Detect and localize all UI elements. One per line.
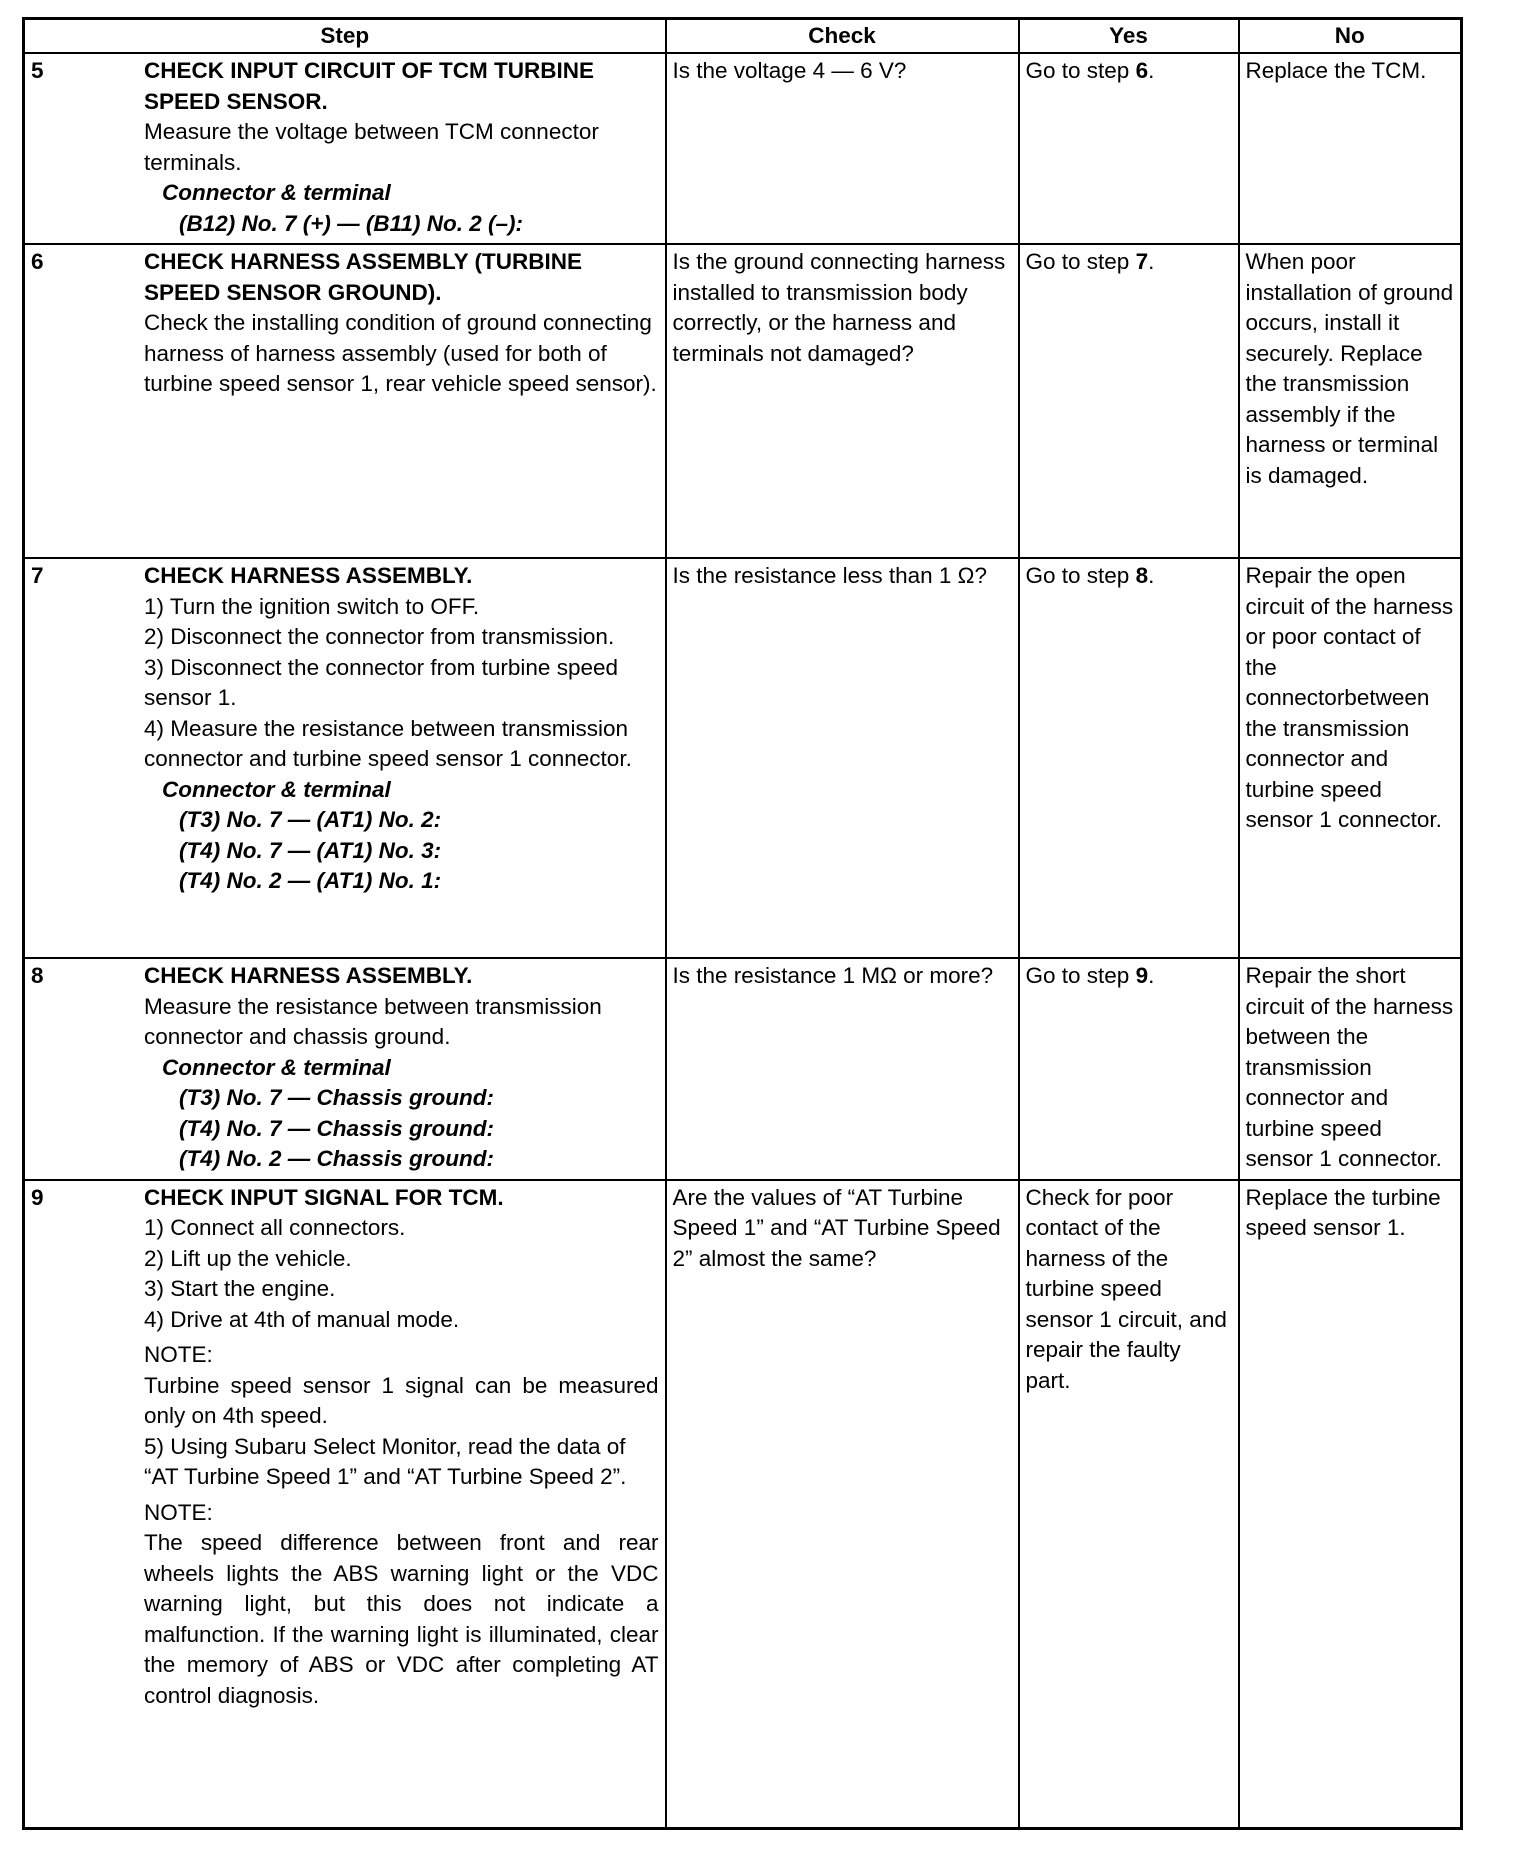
yes-cell: Check for poor contact of the harness of the turbine speed sensor 1 circuit, and repair the faulty part. bbox=[1019, 1180, 1239, 1829]
list-item: 3) Disconnect the connector from turbine speed sensor 1. bbox=[144, 654, 619, 710]
step-title: CHECK INPUT CIRCUIT OF TCM TURBINE SPEED SENSOR. bbox=[144, 58, 594, 114]
table-row-step-8 bbox=[24, 958, 1462, 1180]
check-cell: Are the values of “AT Turbine Speed 1” and “AT Turbine Speed 2” almost the same? bbox=[666, 1180, 1019, 1829]
step-text: Measure the voltage between TCM connector terminals. bbox=[144, 119, 599, 175]
list-item: 5) Using Subaru Select Monitor, read the data of “AT Turbine Speed 1” and “AT Turbine Speed 2”. bbox=[144, 1433, 627, 1489]
list-item: 4) Measure the resistance between transmission connector and turbine speed sensor 1 connector. bbox=[144, 715, 632, 771]
step-cell bbox=[24, 958, 666, 1180]
header-yes: Yes bbox=[1019, 19, 1239, 54]
table-row-step-6 bbox=[24, 244, 1462, 558]
yes-step-number: 9 bbox=[1135, 963, 1149, 988]
step-text: Check the installing condition of ground connecting harness of harness assembly (used for both of turbine speed sensor 1, rear vehicle speed sensor). bbox=[144, 310, 657, 396]
yes-prefix: Go to step bbox=[1025, 563, 1136, 588]
no-cell: Repair the open circuit of the harness or poor contact of the connectorbetween the transmission connector and turbine speed sensor 1 connector. bbox=[1239, 558, 1462, 958]
check-cell: Is the resistance less than 1 Ω? bbox=[666, 558, 1019, 958]
note-label: NOTE: bbox=[144, 1499, 213, 1525]
note-text: The speed difference between front and rear wheels lights the ABS warning light or the VDC warning light, but this does not indicate a malfunction. If the warning light is illuminated, clear the memory of ABS or VDC after completing AT control diagnosis. bbox=[144, 1530, 659, 1708]
check-cell: Is the ground connecting harness installed to transmission body correctly, or the harness and terminals not damaged? bbox=[666, 244, 1019, 558]
table-row-step-5 bbox=[24, 53, 1462, 244]
step-number: 7 bbox=[31, 563, 44, 588]
yes-suffix: . bbox=[1148, 963, 1155, 988]
step-number: 8 bbox=[31, 963, 44, 988]
check-cell: Is the resistance 1 MΩ or more? bbox=[666, 958, 1019, 1180]
no-cell: Replace the turbine speed sensor 1. bbox=[1239, 1180, 1462, 1829]
step-number: 5 bbox=[31, 58, 44, 83]
yes-cell bbox=[1019, 53, 1239, 244]
step-cell bbox=[24, 1180, 666, 1829]
yes-step-number: 6 bbox=[1135, 58, 1149, 83]
yes-prefix: Go to step bbox=[1025, 963, 1136, 988]
list-item: 1) Connect all connectors. bbox=[144, 1215, 406, 1240]
table-row-step-9 bbox=[24, 1180, 1462, 1829]
terminal-spec: (T4) No. 2 — (AT1) No. 1: bbox=[179, 868, 442, 893]
yes-suffix: . bbox=[1148, 563, 1155, 588]
step-number: 6 bbox=[31, 249, 44, 274]
step-title: CHECK HARNESS ASSEMBLY. bbox=[144, 963, 473, 988]
step-number: 9 bbox=[31, 1184, 44, 1210]
step-text: Measure the resistance between transmission connector and chassis ground. bbox=[144, 993, 602, 1049]
connector-terminal-label: Connector & terminal bbox=[162, 180, 391, 205]
header-row bbox=[24, 19, 1462, 54]
diagnostic-table bbox=[22, 17, 1463, 1830]
step-cell bbox=[24, 53, 666, 244]
yes-cell bbox=[1019, 958, 1239, 1180]
yes-prefix: Go to step bbox=[1025, 58, 1136, 83]
list-item: 2) Disconnect the connector from transmission. bbox=[144, 624, 615, 649]
yes-step-number: 8 bbox=[1135, 563, 1149, 588]
table-row-step-7 bbox=[24, 558, 1462, 958]
terminal-spec: (B12) No. 7 (+) — (B11) No. 2 (–): bbox=[179, 210, 523, 236]
yes-cell bbox=[1019, 558, 1239, 958]
step-title: CHECK HARNESS ASSEMBLY (TURBINE SPEED SENSOR GROUND). bbox=[144, 249, 582, 305]
header-check: Check bbox=[666, 19, 1019, 54]
yes-suffix: . bbox=[1148, 249, 1155, 274]
list-item: 3) Start the engine. bbox=[144, 1276, 336, 1301]
yes-cell bbox=[1019, 244, 1239, 558]
no-cell: When poor installation of ground occurs, install it securely. Replace the transmission assembly if the harness or terminal is damaged. bbox=[1239, 244, 1462, 558]
step-cell bbox=[24, 558, 666, 958]
yes-prefix: Go to step bbox=[1025, 249, 1136, 274]
connector-terminal-label: Connector & terminal bbox=[162, 1054, 391, 1080]
list-item: 1) Turn the ignition switch to OFF. bbox=[144, 593, 480, 619]
check-cell: Is the voltage 4 — 6 V? bbox=[666, 53, 1019, 244]
yes-suffix: . bbox=[1148, 58, 1155, 83]
no-cell: Replace the TCM. bbox=[1239, 53, 1462, 244]
note-label: NOTE: bbox=[144, 1342, 213, 1367]
terminal-spec: (T4) No. 7 — Chassis ground: bbox=[179, 1115, 495, 1141]
list-item: 4) Drive at 4th of manual mode. bbox=[144, 1306, 460, 1332]
terminal-spec: (T3) No. 7 — (AT1) No. 2: bbox=[179, 807, 442, 832]
note-text: Turbine speed sensor 1 signal can be measured only on 4th speed. bbox=[144, 1372, 659, 1428]
connector-terminal-label: Connector & terminal bbox=[162, 776, 391, 802]
step-cell bbox=[24, 244, 666, 558]
header-no: No bbox=[1239, 19, 1462, 54]
terminal-spec: (T4) No. 7 — (AT1) No. 3: bbox=[179, 837, 442, 863]
step-title: CHECK HARNESS ASSEMBLY. bbox=[144, 563, 473, 588]
terminal-spec: (T3) No. 7 — Chassis ground: bbox=[179, 1085, 495, 1110]
list-item: 2) Lift up the vehicle. bbox=[144, 1245, 352, 1271]
yes-step-number: 7 bbox=[1135, 249, 1149, 274]
header-step: Step bbox=[24, 19, 666, 54]
step-title: CHECK INPUT SIGNAL FOR TCM. bbox=[144, 1184, 504, 1210]
terminal-spec: (T4) No. 2 — Chassis ground: bbox=[179, 1146, 495, 1171]
no-cell: Repair the short circuit of the harness between the transmission connector and turbine speed sensor 1 connector. bbox=[1239, 958, 1462, 1180]
